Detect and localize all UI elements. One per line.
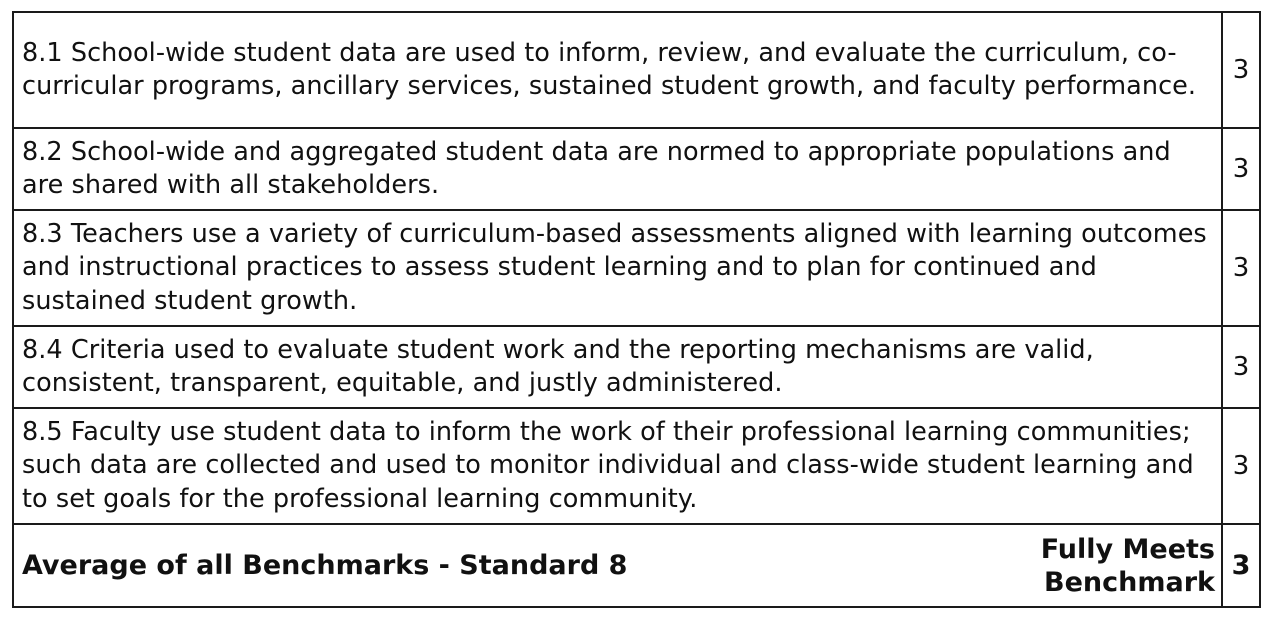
- benchmark-text: 8.5 Faculty use student data to inform the work of their professional learning communities; such data are collected and used to monitor individual and class-wide student learning and to set goals for the professional learning community.: [13, 408, 1222, 524]
- benchmark-score: 3: [1222, 326, 1260, 408]
- benchmark-score: 3: [1222, 128, 1260, 210]
- benchmark-text: 8.2 School-wide and aggregated student data are normed to appropriate populations and are shared with all stakeholders.: [13, 128, 1222, 210]
- summary-row: [13, 524, 1260, 607]
- benchmark-table: [12, 11, 1261, 608]
- table-row: [13, 128, 1260, 210]
- table-row: [13, 210, 1260, 326]
- summary-label: Average of all Benchmarks - Standard 8: [22, 550, 628, 581]
- benchmark-text: 8.3 Teachers use a variety of curriculum-based assessments aligned with learning outcomes and instructional practices to assess student learning and to plan for continued and sustained student growth.: [13, 210, 1222, 326]
- summary-cell: [13, 524, 1222, 607]
- table-row: [13, 326, 1260, 408]
- benchmark-score: 3: [1222, 12, 1260, 128]
- table-row: [13, 12, 1260, 128]
- table-row: [13, 408, 1260, 524]
- summary-score: 3: [1222, 524, 1260, 607]
- summary-rating: Fully Meets Benchmark: [1040, 533, 1215, 598]
- benchmark-text: 8.1 School-wide student data are used to inform, review, and evaluate the curriculum, co-curricular programs, ancillary services, sustained student growth, and faculty performance.: [13, 12, 1222, 128]
- benchmark-score: 3: [1222, 210, 1260, 326]
- benchmark-score: 3: [1222, 408, 1260, 524]
- benchmark-text: 8.4 Criteria used to evaluate student work and the reporting mechanisms are valid, consistent, transparent, equitable, and justly administered.: [13, 326, 1222, 408]
